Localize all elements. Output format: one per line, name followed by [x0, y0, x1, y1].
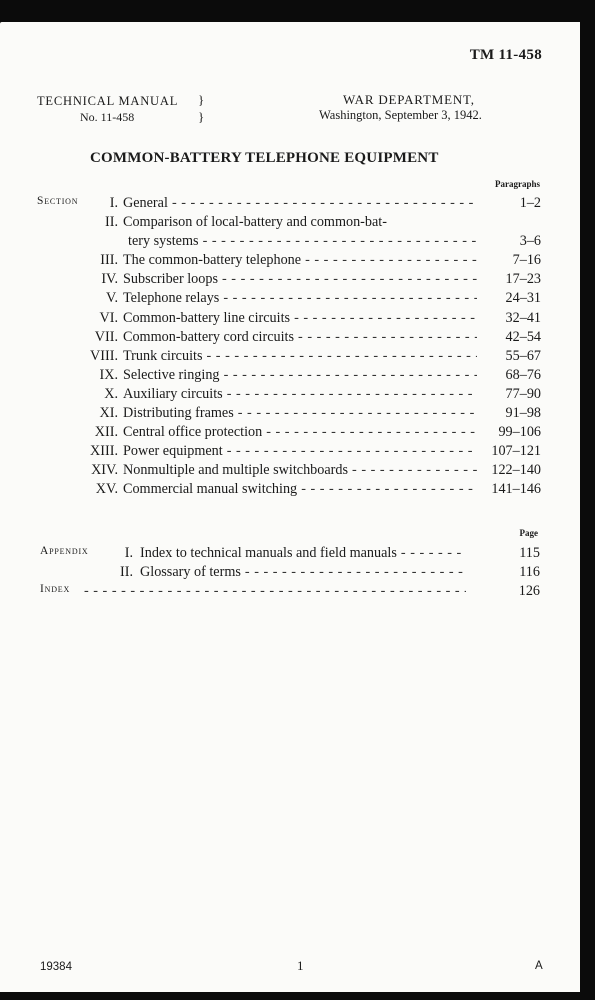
- department-label: WAR DEPARTMENT,: [343, 92, 475, 107]
- appendix-row: [0, 545, 580, 564]
- section-title: Commercial manual switching - - -: [123, 481, 477, 498]
- print-code: 19384: [40, 961, 72, 973]
- date-line: Washington, September 3, 1942.: [319, 108, 482, 122]
- section-title: Central office protection - - -: [123, 424, 477, 441]
- paragraph-range: 141–146: [491, 481, 541, 498]
- appendix-number: I.: [124, 545, 133, 561]
- section-number: III.: [100, 252, 118, 269]
- section-title: Telephone relays - - -: [123, 290, 477, 307]
- section-number: XV.: [95, 481, 118, 498]
- appendix-title: Index to technical manuals and field manuals - - -: [140, 545, 466, 562]
- section-number: II.: [105, 214, 118, 231]
- toc-row: [0, 386, 580, 405]
- manual-number: TM 11-458: [469, 47, 542, 63]
- toc-row: [0, 290, 580, 309]
- index-leader: [84, 583, 466, 600]
- document-page: [0, 22, 580, 992]
- section-title: Comparison of local-battery and common-bat-: [123, 214, 387, 231]
- paragraph-range: 7–16: [512, 252, 541, 269]
- paragraph-range: 122–140: [491, 462, 541, 479]
- section-title: Trunk circuits - - -: [123, 348, 477, 365]
- paragraph-range: 55–67: [505, 347, 541, 364]
- paragraph-range: 24–31: [505, 290, 541, 307]
- page-column-label: Page: [519, 528, 538, 538]
- page-number-footer: 1: [297, 958, 304, 973]
- section-number: XIV.: [91, 462, 118, 479]
- section-number: XIII.: [90, 443, 118, 460]
- paragraph-range: 68–76: [505, 366, 541, 383]
- page-number: 116: [519, 564, 540, 581]
- toc-row: [0, 329, 580, 348]
- manual-no-label: No. 11-458: [80, 110, 135, 124]
- paragraph-range: 99–106: [498, 424, 541, 441]
- section-title: Selective ringing - - -: [123, 367, 477, 384]
- page-number: 126: [518, 583, 540, 600]
- brace-mark: }: [198, 109, 205, 124]
- toc-row: [0, 271, 580, 290]
- section-title: Power equipment - - -: [123, 443, 477, 460]
- appendix-title: Glossary of terms - - -: [140, 564, 466, 581]
- toc-row: [0, 233, 580, 252]
- toc-row: [0, 443, 580, 462]
- section-title-continued: tery systems - - -: [128, 233, 477, 250]
- brace-mark: }: [198, 92, 205, 107]
- section-number: X.: [104, 385, 118, 402]
- toc-row: [0, 195, 580, 214]
- section-title: The common-battery telephone - - -: [123, 252, 477, 269]
- section-title: Distributing frames - - -: [123, 405, 477, 422]
- section-number: XII.: [94, 424, 118, 441]
- paragraph-range: 77–90: [505, 385, 541, 402]
- paragraph-range: 91–98: [505, 405, 541, 422]
- index-row: [0, 583, 580, 602]
- document-title: COMMON-BATTERY TELEPHONE EQUIPMENT: [90, 150, 439, 166]
- paragraph-range: 32–41: [505, 309, 541, 326]
- appendix-number: II.: [120, 564, 133, 581]
- paragraph-range: 107–121: [491, 443, 541, 460]
- toc-row: [0, 424, 580, 443]
- section-number: IV.: [101, 271, 118, 288]
- appendix-row: [0, 564, 580, 583]
- section-title: Nonmultiple and multiple switchboards - - -: [123, 462, 477, 479]
- signature-mark: A: [535, 960, 543, 972]
- section-title: General - - -: [123, 195, 477, 212]
- section-title: Auxiliary circuits - - -: [123, 386, 477, 403]
- section-keyword: Section: [37, 195, 79, 207]
- section-number: I.: [109, 195, 118, 211]
- section-number: VI.: [99, 309, 118, 326]
- paragraph-range: 17–23: [505, 271, 541, 288]
- paragraphs-column-label: Paragraphs: [495, 179, 540, 189]
- paragraph-range: 42–54: [505, 328, 541, 345]
- appendix-list: [0, 545, 580, 602]
- technical-manual-label: TECHNICAL MANUAL: [37, 94, 179, 108]
- toc-row: [0, 214, 580, 233]
- page-number: 115: [519, 545, 540, 561]
- toc-row: [0, 481, 580, 500]
- paragraph-range: 1–2: [519, 195, 541, 211]
- toc-row: [0, 348, 580, 367]
- paragraph-range: 3–6: [519, 233, 541, 250]
- section-number: V.: [106, 290, 118, 307]
- section-number: VII.: [94, 328, 118, 345]
- toc-row: [0, 405, 580, 424]
- toc-row: [0, 310, 580, 329]
- section-number: IX.: [99, 366, 118, 383]
- index-keyword: Index: [40, 583, 71, 596]
- section-title: Common-battery cord circuits - - -: [123, 329, 477, 346]
- appendix-keyword: Appendix: [40, 545, 89, 557]
- section-title: Subscriber loops - - -: [123, 271, 477, 288]
- table-of-contents: [0, 195, 580, 501]
- toc-row: [0, 252, 580, 271]
- section-number: XI.: [99, 405, 118, 422]
- toc-row: [0, 367, 580, 386]
- section-title: Common-battery line circuits - - -: [123, 310, 477, 327]
- toc-row: [0, 462, 580, 481]
- section-number: VIII.: [90, 347, 118, 364]
